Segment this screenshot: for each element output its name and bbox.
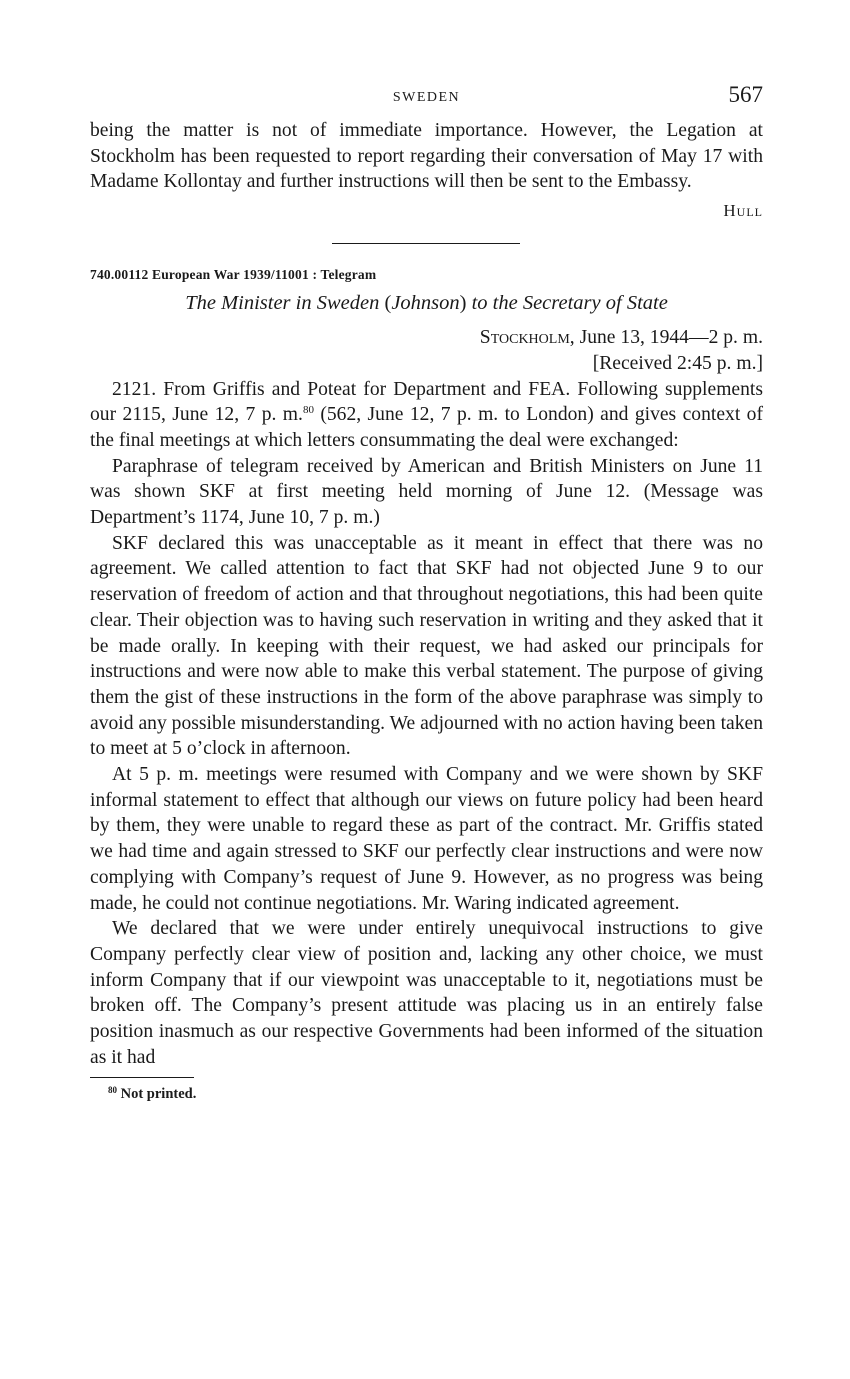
running-title: SWEDEN bbox=[392, 90, 461, 105]
section-divider bbox=[332, 243, 520, 244]
title-part: to the Secretary of State bbox=[466, 292, 668, 315]
page-number: 567 bbox=[728, 82, 763, 107]
received-line: [Received 2:45 p. m.] bbox=[592, 352, 763, 374]
title-paren-close: ) bbox=[459, 292, 467, 315]
body-paragraph: We declared that we were under entirely unequivocal instructions to give Company perfectly clear view of position and, lacking any other choice, we must inform Company that if our viewpoint was unacceptable to it, negotiations must be broken off. The Company’s present attitude was placing us in an entirely false position inasmuch as our respective Governments had been informed of the situation as it had bbox=[90, 918, 763, 1068]
footnote-rule bbox=[90, 1077, 194, 1078]
paragraph-text: (562, June 12, 7 p. m. to London) and gives context of the final meetings at which letters consummating the deal were exchanged: bbox=[90, 404, 763, 451]
paragraph-text: 2121. From Griffis and Poteat for Department and FEA. Following supplements our 2115, June 12, 7 p. m. bbox=[90, 378, 763, 426]
title-part: The Minister in Sweden bbox=[185, 292, 385, 315]
body-paragraph: SKF declared this was unacceptable as it meant in effect that there was no agreement. We called attention to fact that SKF had not objected June 9 to our reservation of freedom of action and that throughout negotiations, this had been quite clear. Their objection was to having such reservation in writing and they asked that it be made orally. In keeping with their request, we had asked our principals for instructions and were now able to make this verbal statement. The purpose of giving them the gist of these instructions in the form of the above paraphrase was simply to avoid any possible misunderstanding. We adjourned with no action having been taken to meet at 5 o’clock in afternoon. bbox=[90, 532, 763, 760]
title-name: Johnson bbox=[391, 292, 460, 315]
dateline bbox=[90, 325, 763, 351]
title-paren-open: ( bbox=[384, 292, 392, 315]
body-paragraph: Paraphrase of telegram received by American and British Ministers on June 11 was shown SKF at first meeting held morning of June 12. (Message was Department’s 1174, June 10, 7 p. m.) bbox=[90, 455, 763, 529]
file-reference: 740.00112 European War 1939/11001 : Telegram bbox=[90, 267, 377, 283]
signature: Hull bbox=[723, 201, 763, 221]
footnote-marker: 80 bbox=[108, 1084, 117, 1095]
dateline-place: Stockholm bbox=[479, 327, 570, 349]
body-paragraph bbox=[90, 377, 763, 454]
running-head bbox=[90, 78, 763, 118]
body-paragraph: At 5 p. m. meetings were resumed with Company and we were shown by SKF informal statement to effect that although our views on future policy had been heard by them, they were unable to regard these as part of the contract. Mr. Griffis stated we had time and again stressed to SKF our perfectly clear instructions and were now complying with Company’s request of June 9. However, as no progress was being made, he could not continue negotiations. Mr. Waring indicated agreement. bbox=[90, 764, 763, 914]
footnote-text: Not printed. bbox=[117, 1085, 197, 1102]
dateline-date: , June 13, 1944—2 p. m. bbox=[569, 327, 763, 349]
page bbox=[90, 78, 763, 1103]
document-title bbox=[90, 290, 763, 316]
intro-paragraph: being the matter is not of immediate importance. However, the Legation at Stockholm has been requested to report regarding their conversation of May 17 with Madame Kollontay and further instructions will then be sent to the Embassy. bbox=[90, 120, 763, 193]
footnote-reference: 80 bbox=[302, 404, 314, 417]
footnote bbox=[90, 1086, 763, 1103]
